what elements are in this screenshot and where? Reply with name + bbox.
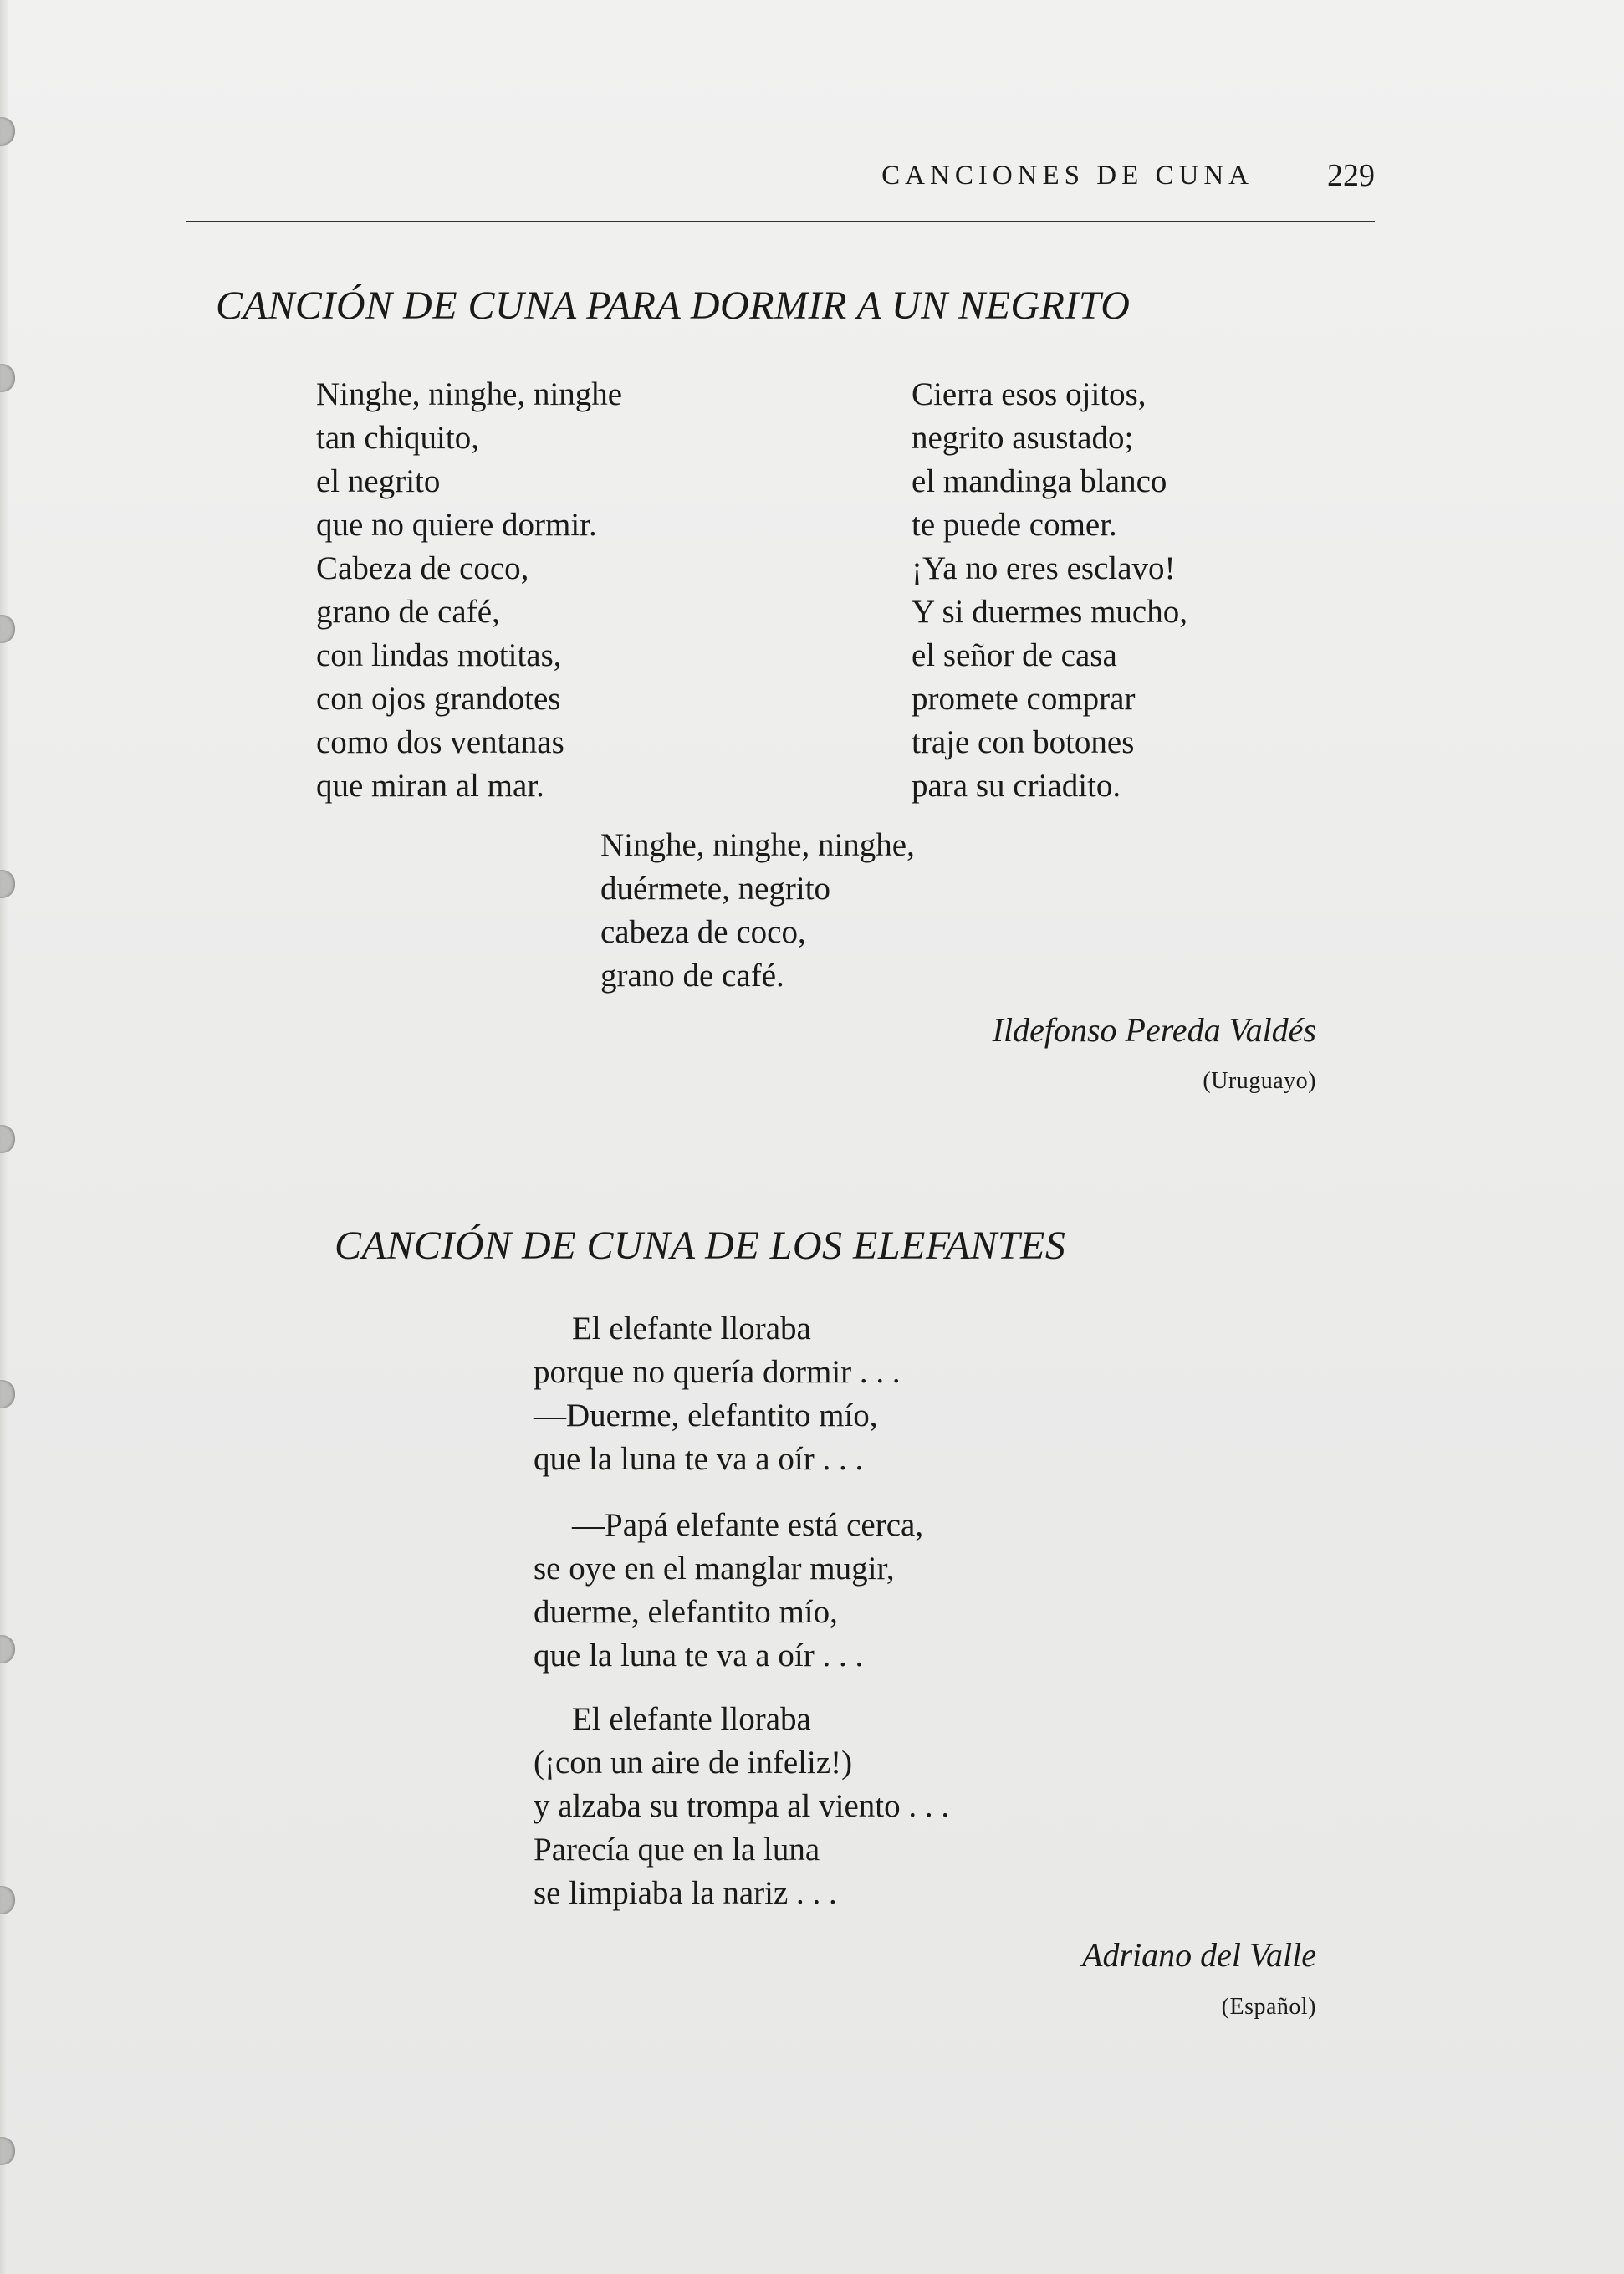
verse-line: traje con botones [912, 724, 1135, 760]
running-head: CANCIONES DE CUNA [881, 161, 1254, 191]
verse-line: como dos ventanas [316, 724, 564, 760]
poem2-author-country: (Español) [1221, 1994, 1316, 2020]
verse-line: grano de café, [316, 594, 500, 630]
verse-line: Cabeza de coco, [316, 550, 529, 586]
verse-line: el señor de casa [912, 637, 1117, 673]
poem2-author: Adriano del Valle [1082, 1936, 1316, 1974]
verse-line: negrito asustado; [912, 420, 1134, 456]
verse-line: cabeza de coco, [600, 914, 806, 950]
poem1-title: CANCIÓN DE CUNA PARA DORMIR A UN NEGRITO [216, 284, 1131, 328]
verse-line: Ninghe, ninghe, ninghe, [600, 827, 915, 863]
poem1-left-column [316, 373, 622, 808]
binder-hole [0, 364, 15, 392]
binder-hole [0, 2137, 15, 2165]
verse-line: que no quiere dormir. [316, 507, 597, 543]
verse-line: con ojos grandotes [316, 681, 561, 717]
binder-hole [0, 615, 15, 643]
verse-line: el mandinga blanco [912, 463, 1167, 499]
poem1-right-column [912, 373, 1187, 808]
poem2-title: CANCIÓN DE CUNA DE LOS ELEFANTES [335, 1224, 1066, 1268]
poem1-closing-stanza [600, 824, 915, 998]
poem2-stanza-3 [534, 1698, 949, 1915]
verse-line: porque no quería dormir . . . [534, 1354, 901, 1390]
header-rule [186, 221, 1375, 222]
poem2-stanza-2 [534, 1504, 923, 1678]
verse-line: para su criadito. [912, 768, 1121, 804]
binder-hole [0, 117, 15, 146]
verse-line: (¡con un aire de infeliz!) [534, 1745, 853, 1781]
verse-line: Ninghe, ninghe, ninghe [316, 376, 623, 412]
verse-line: Y si duermes mucho, [912, 594, 1187, 630]
verse-line: el negrito [316, 463, 441, 499]
verse-line: y alzaba su trompa al viento . . . [534, 1788, 950, 1824]
binder-hole [0, 1886, 15, 1914]
poem1-author: Ildefonso Pereda Valdés [992, 1011, 1316, 1049]
verse-line: Cierra esos ojitos, [912, 376, 1147, 412]
binder-hole [0, 1125, 15, 1153]
verse-line: El elefante lloraba [572, 1701, 811, 1737]
page-header [186, 154, 1375, 221]
verse-line: duerme, elefantito mío, [534, 1594, 838, 1630]
binder-hole [0, 870, 15, 898]
page-number: 229 [1327, 158, 1375, 193]
verse-line: con lindas motitas, [316, 637, 562, 673]
verse-line: que miran al mar. [316, 768, 544, 804]
verse-line: te puede comer. [912, 507, 1117, 543]
binder-hole [0, 1380, 15, 1408]
verse-line: grano de café. [600, 958, 784, 994]
poem2-stanza-1 [534, 1307, 901, 1481]
verse-line: Parecía que en la luna [534, 1832, 820, 1868]
verse-line: que la luna te va a oír . . . [534, 1441, 864, 1477]
verse-line: tan chiquito, [316, 420, 479, 456]
verse-line: —Duerme, elefantito mío, [534, 1398, 878, 1433]
verse-line: promete comprar [912, 681, 1136, 717]
verse-line: se oye en el manglar mugir, [534, 1551, 895, 1587]
binder-hole [0, 1635, 15, 1663]
verse-line: —Papá elefante está cerca, [572, 1507, 924, 1543]
verse-line: se limpiaba la nariz . . . [534, 1875, 837, 1911]
poem1-author-country: (Uruguayo) [1203, 1068, 1316, 1094]
verse-line: que la luna te va a oír . . . [534, 1638, 864, 1674]
verse-line: ¡Ya no eres esclavo! [912, 550, 1176, 586]
verse-line: El elefante lloraba [572, 1311, 811, 1347]
verse-line: duérmete, negrito [600, 871, 831, 907]
